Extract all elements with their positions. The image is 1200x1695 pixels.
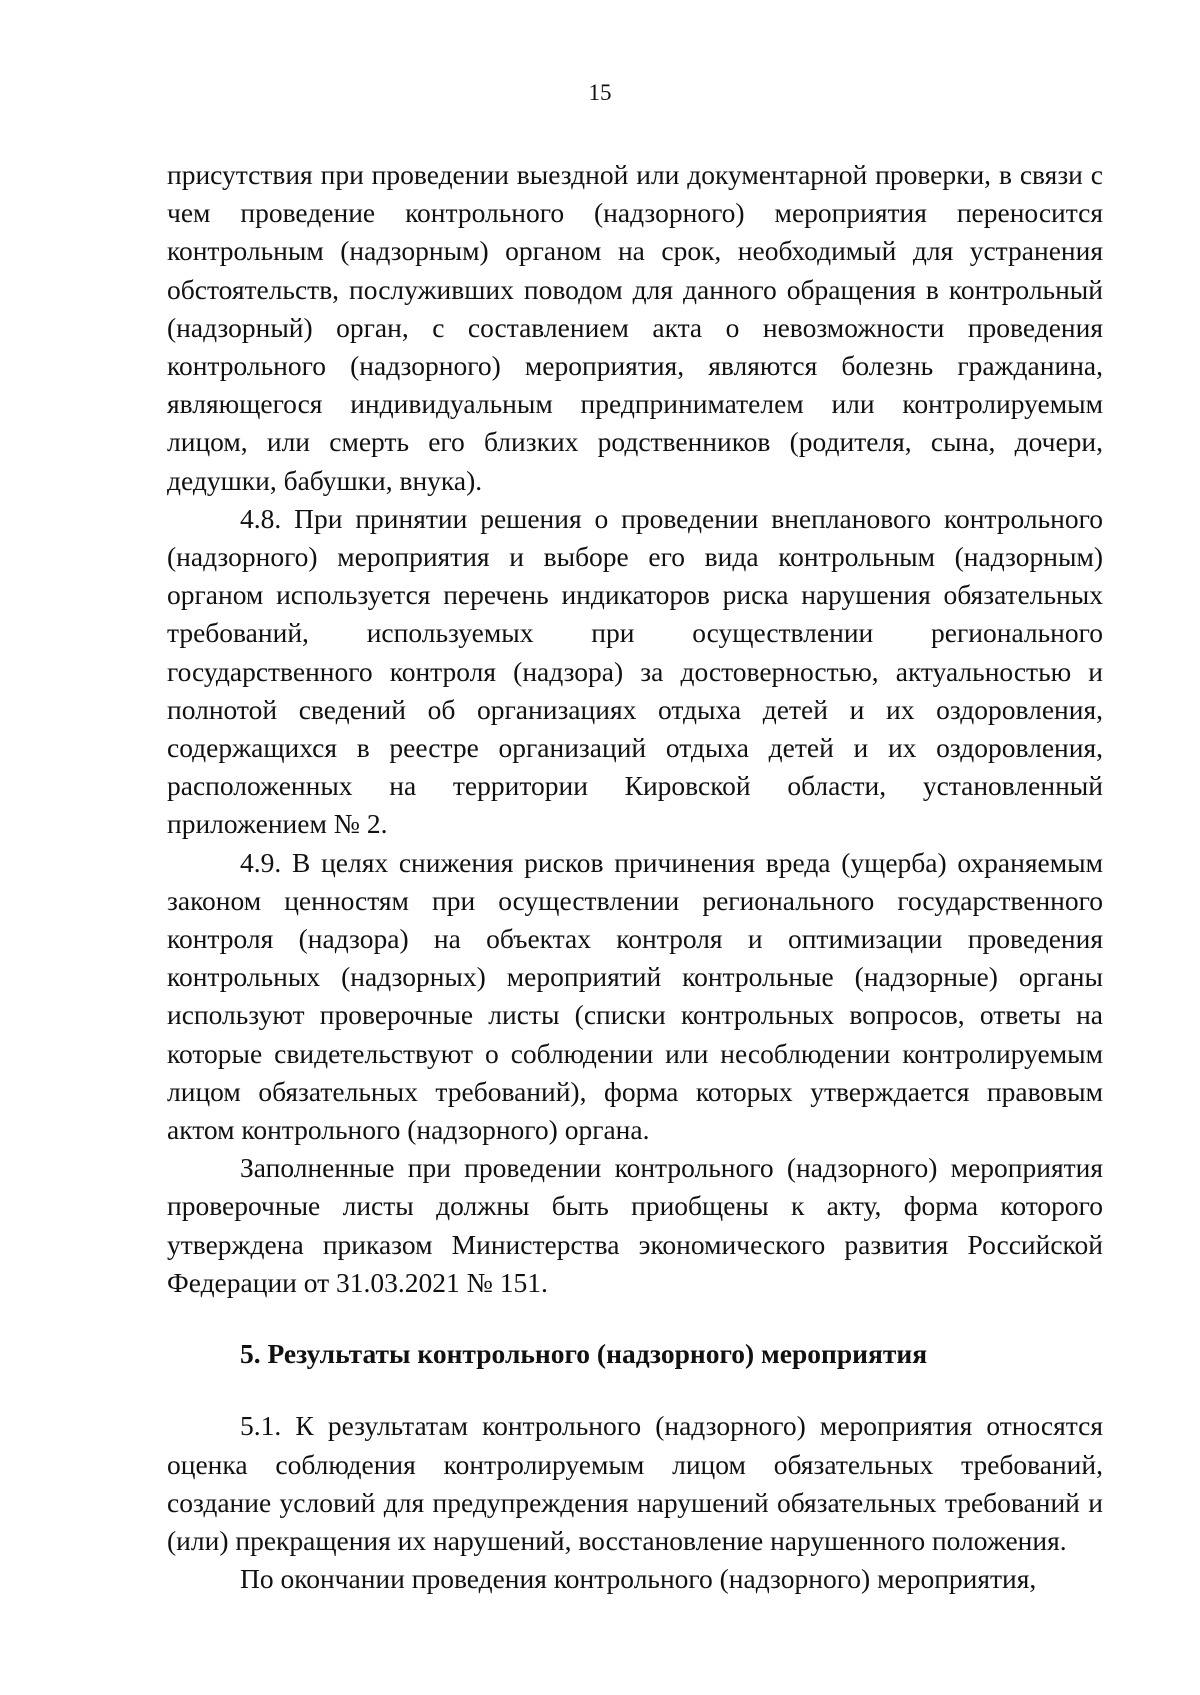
page-number: 15: [588, 80, 612, 105]
paragraph-4-8: 4.8. При принятии решения о проведении внепланового контрольного (надзорного) мероприятия и выборе его вида контрольным (надзорным) органом используется перечень индикаторов риска нарушения обязательных требований, используемых при осуществлении регионального государственного контроля (надзора) за достоверностью, актуальностью и полнотой сведений об организациях отдыха детей и их оздоровления, содержащихся в реестре организаций отдыха детей и их оздоровления, расположенных на территории Кировской области, установленный приложением № 2.: [167, 502, 1103, 840]
paragraph-4-9: 4.9. В целях снижения рисков причинения вреда (ущерба) охраняемым законом ценностям при осуществлении регионального государственного контроля (надзора) на объектах контроля и оптимизации проведения контрольных (надзорных) мероприятий контрольные (надзорные) органы используют проверочные листы (списки контрольных вопросов, ответы на которые свидетельствуют о соблюдении или несоблюдении контролируемым лицом обязательных требований), форма которых утверждается правовым актом контрольного (надзорного) органа.: [167, 846, 1103, 1146]
document-body: [167, 156, 1103, 1598]
paragraph-checklists: Заполненные при проведении контрольного (надзорного) мероприятия проверочные листы должны быть приобщены к акту, форма которого утверждена приказом Министерства экономического развития Российской Федерации от 31.03.2021 № 151.: [167, 1152, 1103, 1298]
paragraph-5-1: 5.1. К результатам контрольного (надзорного) мероприятия относятся оценка соблюдения контролируемым лицом обязательных требований, создание условий для предупреждения нарушений обязательных требований и (или) прекращения их нарушений, восстановление нарушенного положения.: [167, 1410, 1103, 1556]
paragraph-end: По окончании проведения контрольного (надзорного) мероприятия,: [240, 1563, 1037, 1595]
paragraph-continuation: присутствия при проведении выездной или документарной проверки, в связи с чем проведение контрольного (надзорного) мероприятия переносится контрольным (надзорным) органом на срок, необходимый для устранения обстоятельств, послуживших поводом для данного обращения в контрольный (надзорный) орган, с составлением акта о невозможности проведения контрольного (надзорного) мероприятия, являются болезнь гражданина, являющегося индивидуальным предпринимателем или контролируемым лицом, или смерть его близких родственников (родителя, сына, дочери, дедушки, бабушки, внука).: [167, 159, 1103, 496]
section-heading-5: 5. Результаты контрольного (надзорного) мероприятия: [240, 1338, 928, 1370]
